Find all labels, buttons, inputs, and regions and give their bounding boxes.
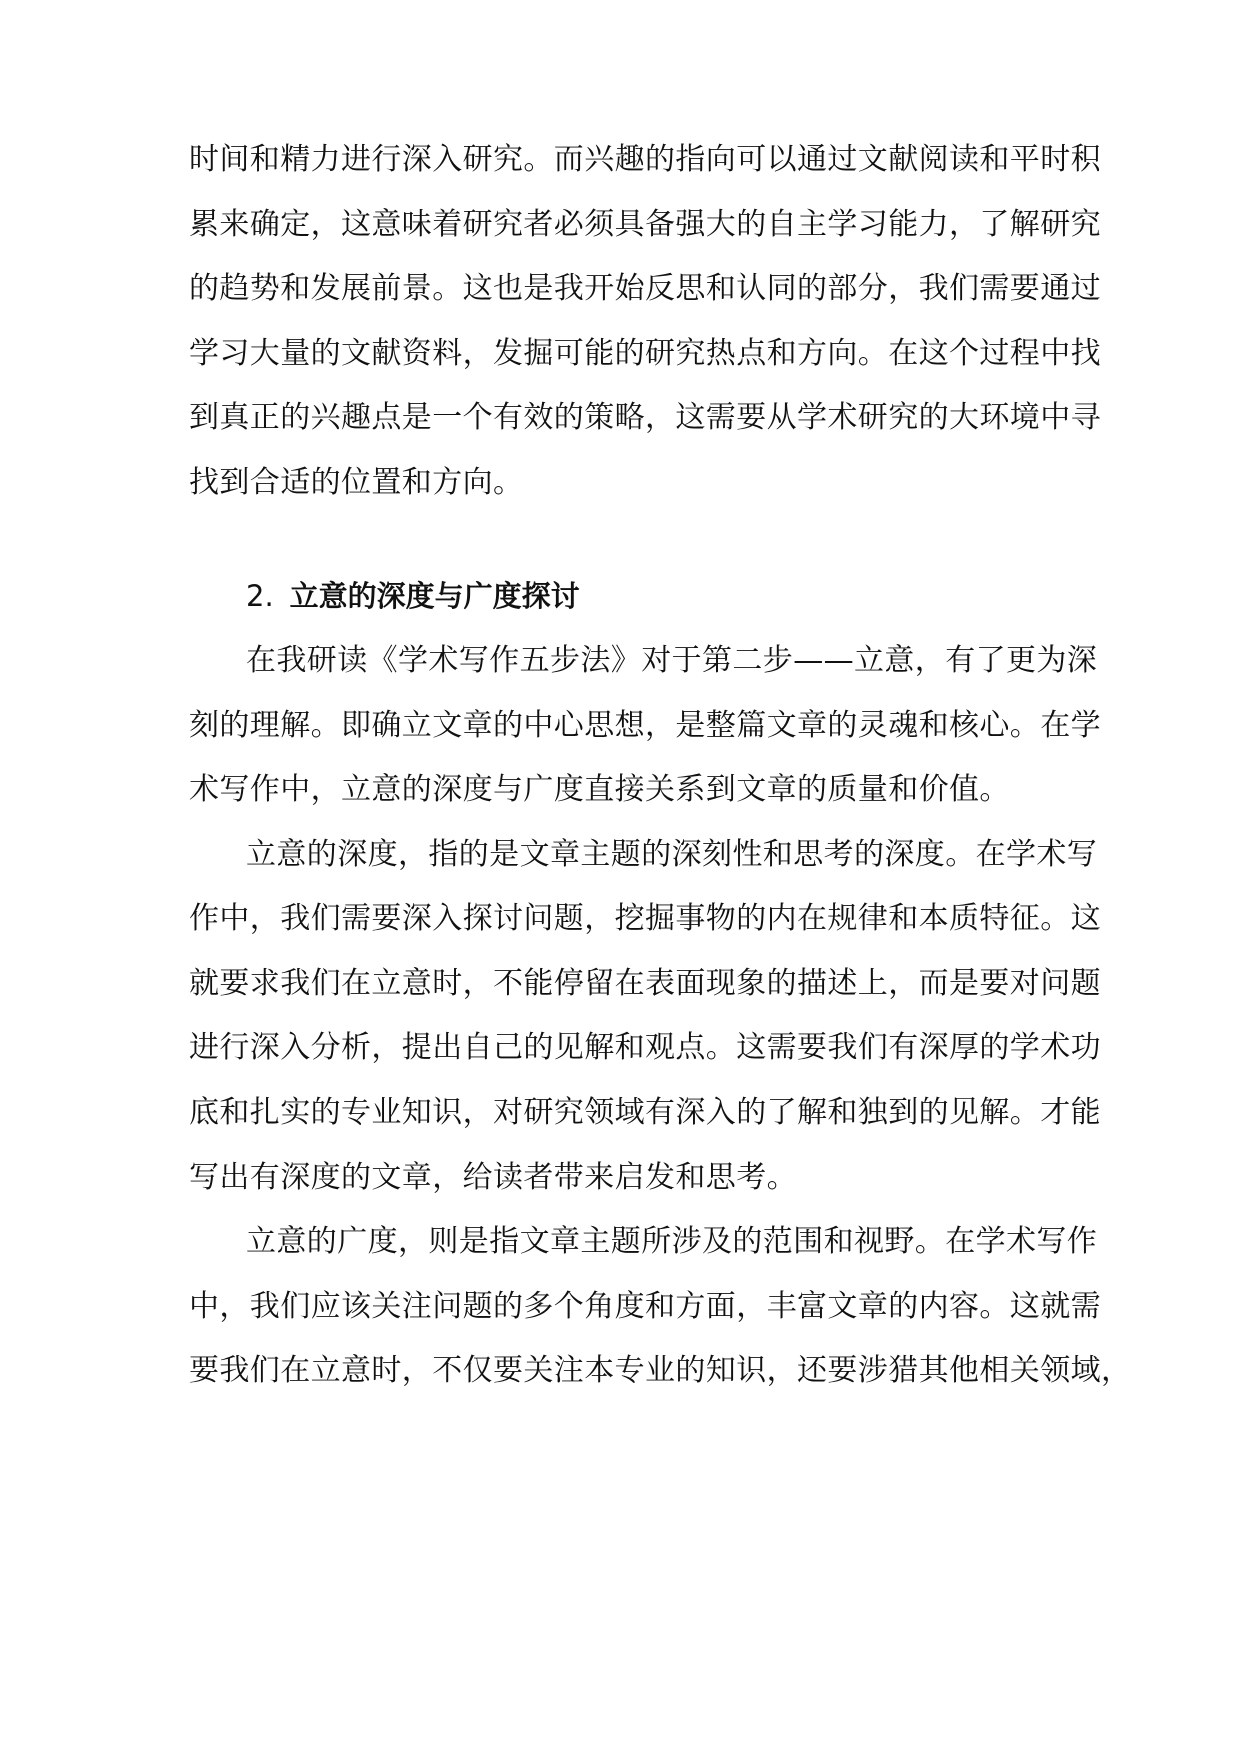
text-line: 要我们在立意时，不仅要关注本专业的知识，还要涉猎其他相关领域， bbox=[189, 1353, 1132, 1388]
text-line: 中，我们应该关注问题的多个角度和方面，丰富文章的内容。这就需 bbox=[189, 1289, 1101, 1324]
text-line: 的趋势和发展前景。这也是我开始反思和认同的部分，我们需要通过 bbox=[189, 271, 1101, 306]
section-number: 2. bbox=[246, 579, 274, 613]
text-line: 底和扎实的专业知识，对研究领域有深入的了解和独到的见解。才能 bbox=[189, 1095, 1101, 1130]
text-line: 写出有深度的文章，给读者带来启发和思考。 bbox=[189, 1160, 797, 1195]
text-line: 作中，我们需要深入探讨问题，挖掘事物的内在规律和本质特征。这 bbox=[189, 901, 1101, 936]
text-line: 到真正的兴趣点是一个有效的策略，这需要从学术研究的大环境中寻 bbox=[189, 400, 1101, 435]
text-line: 累来确定，这意味着研究者必须具备强大的自主学习能力，了解研究 bbox=[189, 207, 1101, 242]
text-line: 找到合适的位置和方向。 bbox=[189, 465, 524, 500]
text-line: 就要求我们在立意时，不能停留在表面现象的描述上，而是要对问题 bbox=[189, 966, 1101, 1001]
text-line: 学习大量的文献资料，发掘可能的研究热点和方向。在这个过程中找 bbox=[189, 336, 1101, 371]
section-heading bbox=[246, 576, 580, 616]
text-line: 立意的深度，指的是文章主题的深刻性和思考的深度。在学术写 bbox=[246, 837, 1098, 872]
text-line: 立意的广度，则是指文章主题所涉及的范围和视野。在学术写作 bbox=[246, 1224, 1098, 1259]
text-line: 在我研读《学术写作五步法》对于第二步——立意，有了更为深 bbox=[246, 643, 1098, 678]
text-line: 刻的理解。即确立文章的中心思想，是整篇文章的灵魂和核心。在学 bbox=[189, 708, 1101, 743]
text-line: 术写作中，立意的深度与广度直接关系到文章的质量和价值。 bbox=[189, 772, 1010, 807]
text-line: 时间和精力进行深入研究。而兴趣的指向可以通过文献阅读和平时积 bbox=[189, 142, 1101, 177]
section-title: 立意的深度与广度探讨 bbox=[289, 579, 580, 613]
text-line: 进行深入分析，提出自己的见解和观点。这需要我们有深厚的学术功 bbox=[189, 1030, 1101, 1065]
